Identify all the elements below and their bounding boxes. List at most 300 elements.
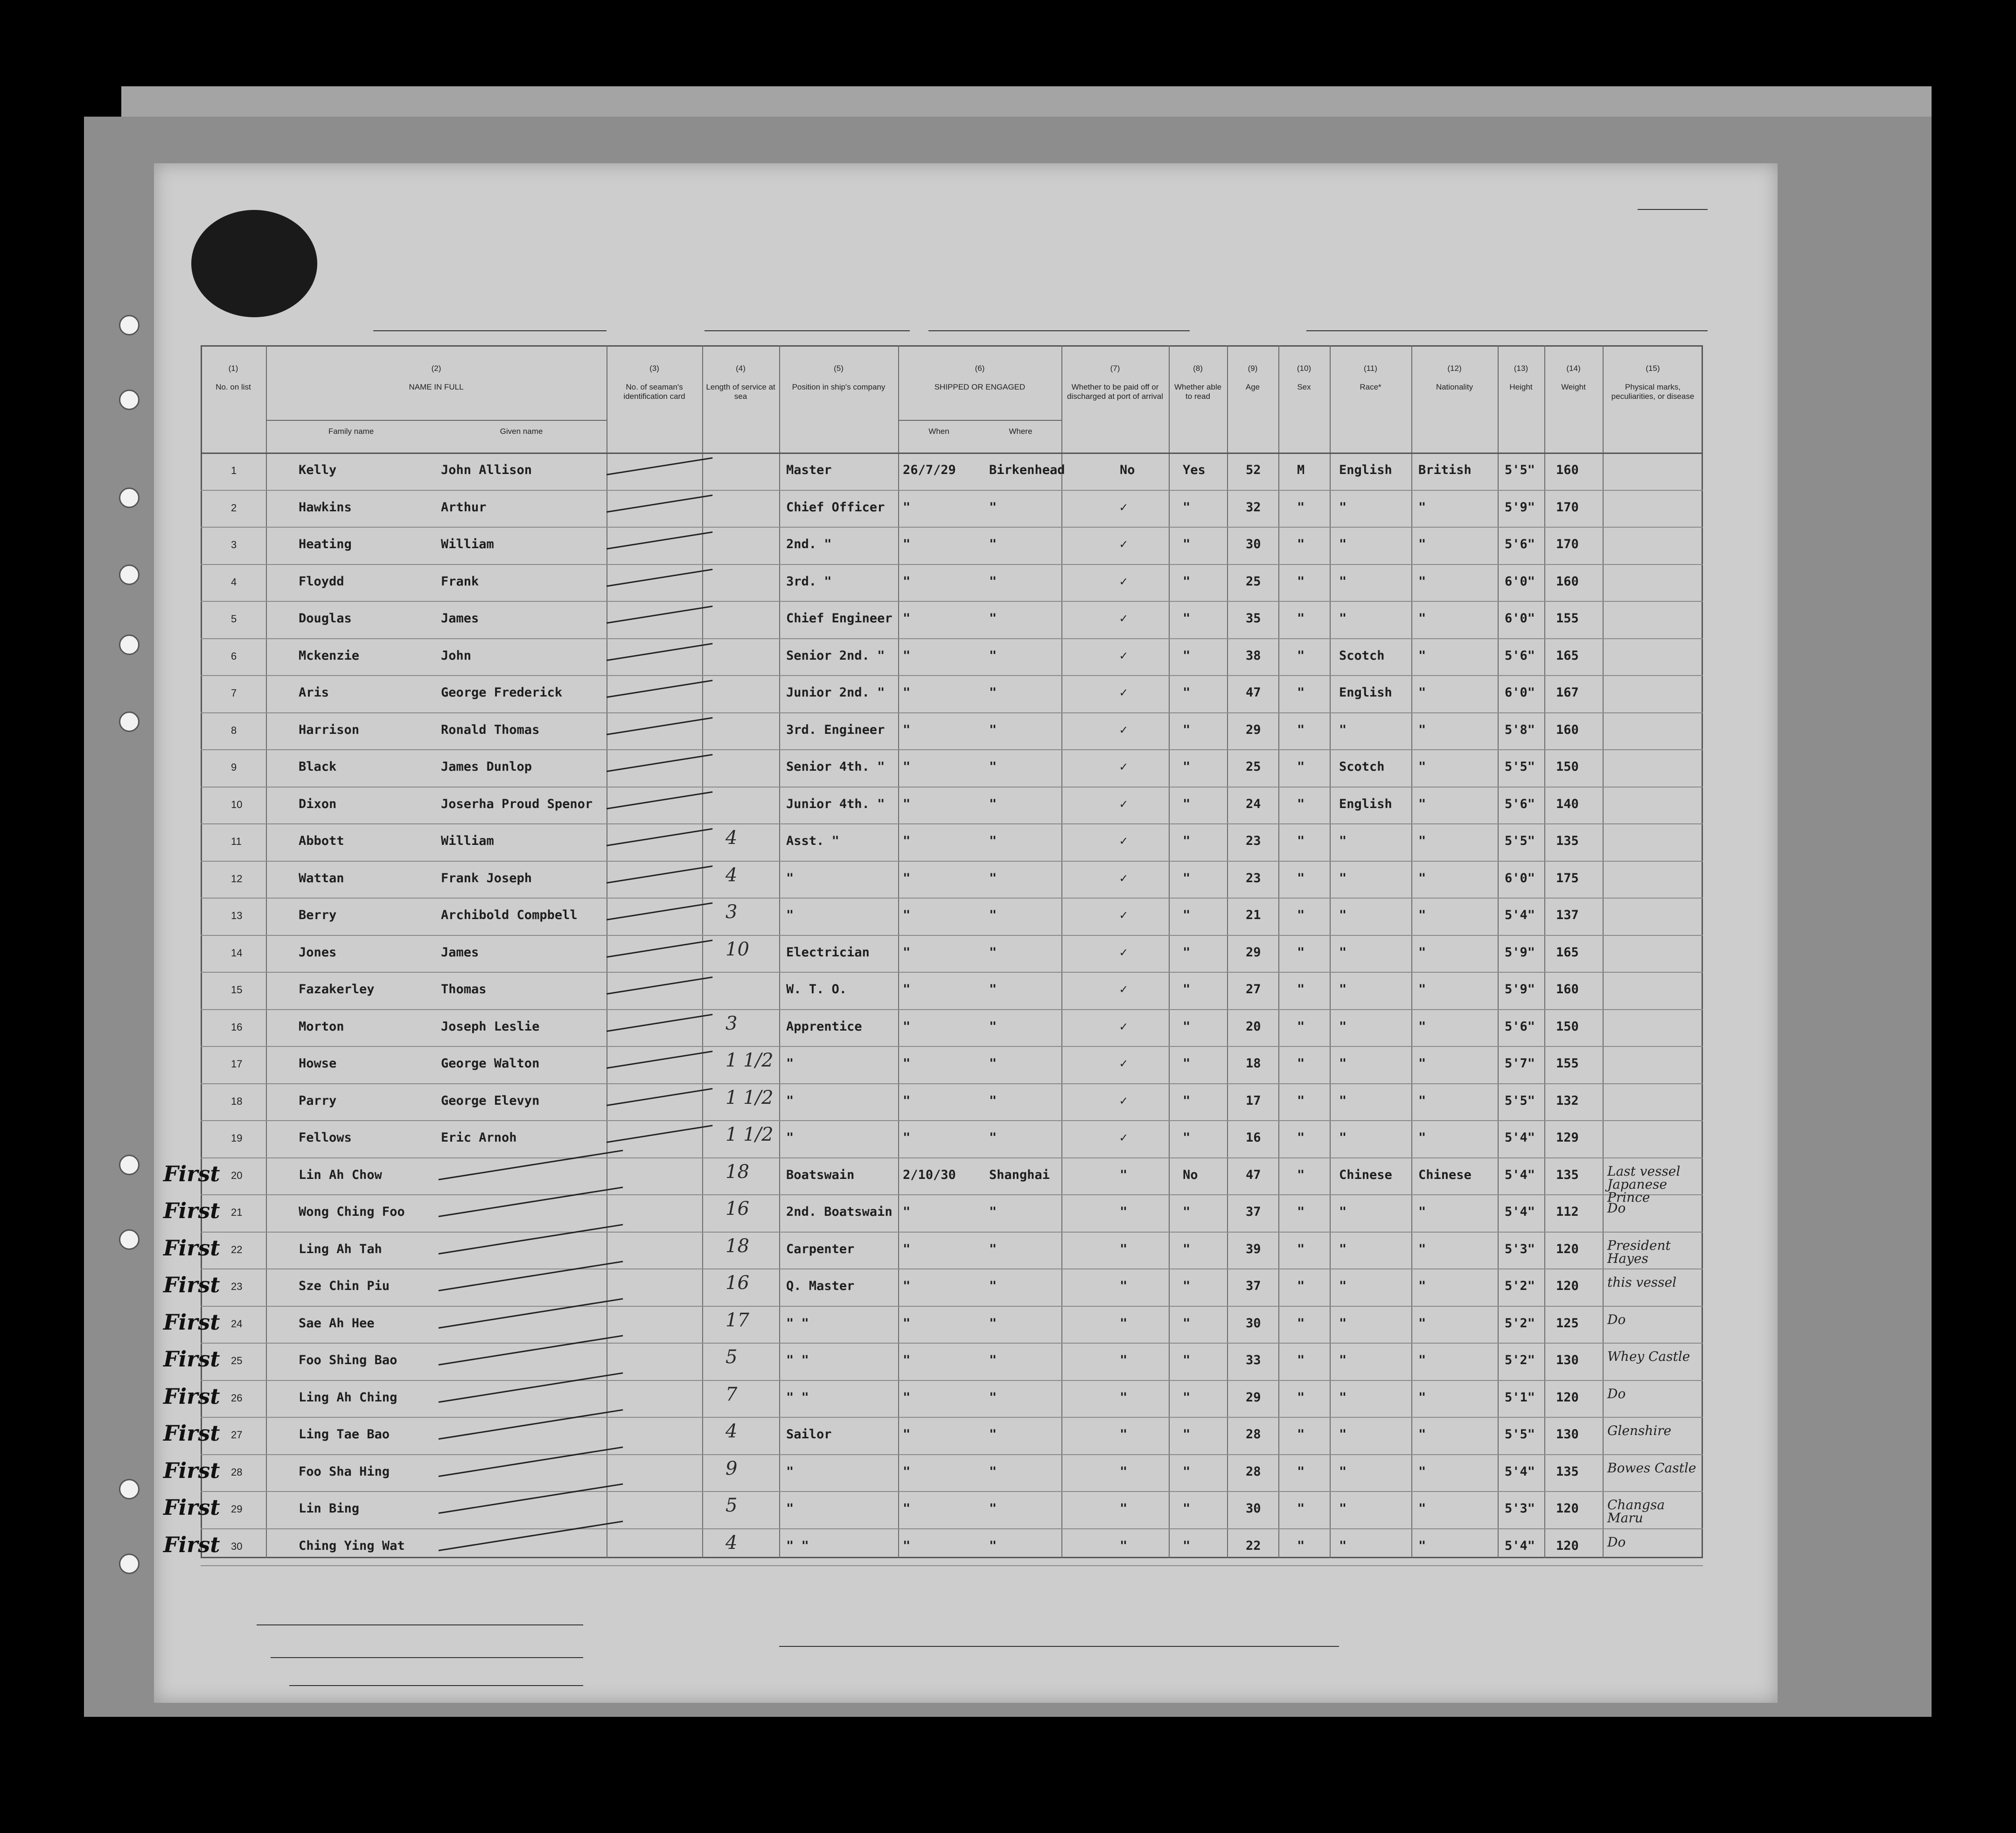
weight: 167 bbox=[1556, 685, 1579, 700]
age: 29 bbox=[1246, 722, 1261, 737]
weight: 129 bbox=[1556, 1130, 1579, 1145]
row-divider bbox=[201, 1528, 1703, 1529]
family-name: Ching Ying Wat bbox=[299, 1538, 405, 1553]
row-number: 28 bbox=[231, 1466, 243, 1478]
age: 25 bbox=[1246, 574, 1261, 589]
age: 37 bbox=[1246, 1279, 1261, 1293]
age: 27 bbox=[1246, 982, 1261, 997]
race: " bbox=[1339, 500, 1347, 515]
row-divider bbox=[201, 1083, 1703, 1084]
sex: " bbox=[1297, 796, 1305, 811]
shipped-when: " bbox=[903, 1279, 911, 1293]
age: 32 bbox=[1246, 500, 1261, 515]
paid-off: ✓ bbox=[1120, 1130, 1128, 1145]
able-to-read: " bbox=[1183, 611, 1191, 626]
row-divider bbox=[201, 638, 1703, 639]
race: " bbox=[1339, 537, 1347, 551]
family-name: Black bbox=[299, 760, 337, 774]
height: 6'0" bbox=[1505, 871, 1535, 885]
height: 5'4" bbox=[1505, 1538, 1535, 1553]
given-name: Joseph Leslie bbox=[441, 1019, 540, 1034]
race: " bbox=[1339, 1056, 1347, 1071]
length-of-service: 7 bbox=[725, 1383, 738, 1405]
row-number: 4 bbox=[231, 576, 237, 588]
shipped-where: " bbox=[989, 1390, 997, 1405]
shipped-when: " bbox=[903, 1019, 911, 1034]
row-number: 14 bbox=[231, 947, 243, 959]
sex: " bbox=[1297, 834, 1305, 848]
age: 23 bbox=[1246, 871, 1261, 885]
first-trip-mark: First bbox=[163, 1383, 220, 1409]
arrival-underline bbox=[928, 330, 1190, 331]
able-to-read: " bbox=[1183, 1093, 1191, 1108]
physical-marks: Do bbox=[1607, 1311, 1626, 1327]
length-of-service: 5 bbox=[725, 1495, 738, 1516]
able-to-read: " bbox=[1183, 1279, 1191, 1293]
column-header: SHIPPED OR ENGAGED bbox=[934, 383, 1025, 391]
nationality: " bbox=[1418, 685, 1426, 700]
column-number: (13) bbox=[1514, 364, 1528, 373]
paid-off: " bbox=[1120, 1167, 1128, 1182]
column-number: (8) bbox=[1193, 364, 1203, 373]
nationality: " bbox=[1418, 1538, 1426, 1553]
race: " bbox=[1339, 1019, 1347, 1034]
column-header: NAME IN FULL bbox=[409, 383, 464, 391]
length-of-service: 1 1/2 bbox=[725, 1124, 774, 1145]
column-number: (6) bbox=[975, 364, 985, 373]
weight: 135 bbox=[1556, 1167, 1579, 1182]
row-divider bbox=[201, 1417, 1703, 1418]
sex: " bbox=[1297, 1167, 1305, 1182]
punch-hole bbox=[119, 315, 140, 335]
nationality: " bbox=[1418, 537, 1426, 551]
column-header: Whether to be paid off or discharged at port of arrival bbox=[1067, 383, 1163, 401]
sex: " bbox=[1297, 722, 1305, 737]
able-to-read: No bbox=[1183, 1167, 1198, 1182]
height: 5'7" bbox=[1505, 1056, 1535, 1071]
row-number: 2 bbox=[231, 502, 237, 514]
row-divider bbox=[201, 1120, 1703, 1121]
shipped-where: " bbox=[989, 834, 997, 848]
race: " bbox=[1339, 1390, 1347, 1405]
age: 47 bbox=[1246, 685, 1261, 700]
able-to-read: " bbox=[1183, 722, 1191, 737]
family-name: Fellows bbox=[299, 1130, 352, 1145]
height: 5'4" bbox=[1505, 908, 1535, 922]
row-number: 3 bbox=[231, 539, 237, 551]
row-divider bbox=[201, 1343, 1703, 1344]
shipped-where: " bbox=[989, 648, 997, 663]
row-number: 10 bbox=[231, 798, 243, 810]
height: 5'2" bbox=[1505, 1353, 1535, 1367]
family-name: Hawkins bbox=[299, 500, 352, 515]
height: 5'5" bbox=[1505, 760, 1535, 774]
height: 5'1" bbox=[1505, 1390, 1535, 1405]
height: 6'0" bbox=[1505, 611, 1535, 626]
paid-off: ✓ bbox=[1120, 648, 1128, 663]
able-to-read: " bbox=[1183, 1205, 1191, 1219]
column-number: (1) bbox=[228, 364, 238, 373]
given-name: Arthur bbox=[441, 500, 487, 515]
nationality: " bbox=[1418, 796, 1426, 811]
row-divider bbox=[201, 601, 1703, 602]
physical-marks: Last vessel Japanese Prince bbox=[1607, 1163, 1681, 1205]
row-divider bbox=[201, 712, 1703, 713]
age: 47 bbox=[1246, 1167, 1261, 1182]
row-divider bbox=[201, 1009, 1703, 1010]
age: 52 bbox=[1246, 463, 1261, 477]
position: 3rd. Engineer bbox=[786, 722, 885, 737]
punch-hole bbox=[119, 565, 140, 585]
row-divider bbox=[201, 1565, 1703, 1566]
family-name: Morton bbox=[299, 1019, 344, 1034]
family-name: Harrison bbox=[299, 722, 360, 737]
family-name: Mckenzie bbox=[299, 648, 360, 663]
given-name: William bbox=[441, 834, 494, 848]
sheet-number-underline bbox=[1638, 209, 1708, 210]
paid-off: " bbox=[1120, 1427, 1128, 1442]
column-number: (2) bbox=[431, 364, 441, 373]
column-header: Nationality bbox=[1436, 383, 1473, 391]
shipped-where: " bbox=[989, 1130, 997, 1145]
able-to-read: " bbox=[1183, 1019, 1191, 1034]
column-subheader: Where bbox=[1009, 427, 1032, 436]
nationality: " bbox=[1418, 1241, 1426, 1256]
position: Carpenter bbox=[786, 1241, 855, 1256]
length-of-service: 10 bbox=[725, 938, 749, 960]
shipped-where: " bbox=[989, 871, 997, 885]
first-trip-mark: First bbox=[163, 1235, 220, 1261]
column-header: Position in ship's company bbox=[792, 383, 886, 391]
physical-marks: Do bbox=[1607, 1200, 1626, 1216]
paid-off: ✓ bbox=[1120, 945, 1128, 960]
shipped-when: " bbox=[903, 760, 911, 774]
race: " bbox=[1339, 871, 1347, 885]
family-name: Foo Sha Hing bbox=[299, 1464, 390, 1479]
height: 5'9" bbox=[1505, 500, 1535, 515]
weight: 140 bbox=[1556, 796, 1579, 811]
row-divider bbox=[201, 823, 1703, 824]
shipped-where: " bbox=[989, 574, 997, 589]
weight: 135 bbox=[1556, 1464, 1579, 1479]
position: " bbox=[786, 1093, 794, 1108]
sex: " bbox=[1297, 500, 1305, 515]
family-name: Jones bbox=[299, 945, 337, 960]
row-number: 30 bbox=[231, 1540, 243, 1552]
length-of-service: 18 bbox=[725, 1161, 749, 1183]
paid-off: ✓ bbox=[1120, 685, 1128, 700]
physical-marks: this vessel bbox=[1607, 1275, 1677, 1290]
race: " bbox=[1339, 1279, 1347, 1293]
length-of-service: 17 bbox=[725, 1309, 749, 1331]
sex: " bbox=[1297, 611, 1305, 626]
sex: " bbox=[1297, 1427, 1305, 1442]
from-port-underline bbox=[1306, 330, 1708, 331]
position: Junior 4th. " bbox=[786, 796, 885, 811]
age: 17 bbox=[1246, 1093, 1261, 1108]
height: 6'0" bbox=[1505, 574, 1535, 589]
paid-off: " bbox=[1120, 1464, 1128, 1479]
nationality: " bbox=[1418, 1093, 1426, 1108]
nationality: " bbox=[1418, 1130, 1426, 1145]
nationality: " bbox=[1418, 982, 1426, 997]
shipped-when: " bbox=[903, 722, 911, 737]
physical-marks: Do bbox=[1607, 1534, 1626, 1550]
sex: " bbox=[1297, 1019, 1305, 1034]
paid-off: ✓ bbox=[1120, 982, 1128, 997]
column-number: (9) bbox=[1248, 364, 1258, 373]
row-number: 1 bbox=[231, 465, 237, 476]
row-number: 29 bbox=[231, 1503, 243, 1515]
weight: 120 bbox=[1556, 1390, 1579, 1405]
paid-off: ✓ bbox=[1120, 611, 1128, 626]
physical-marks: Do bbox=[1607, 1386, 1626, 1401]
first-trip-mark: First bbox=[163, 1457, 220, 1483]
able-to-read: " bbox=[1183, 982, 1191, 997]
nationality: " bbox=[1418, 945, 1426, 960]
weight: 165 bbox=[1556, 945, 1579, 960]
sex: M bbox=[1297, 463, 1305, 477]
position: Junior 2nd. " bbox=[786, 685, 885, 700]
position: " " bbox=[786, 1538, 809, 1553]
row-divider bbox=[201, 898, 1703, 899]
paid-off: ✓ bbox=[1120, 500, 1128, 515]
weight: 150 bbox=[1556, 1019, 1579, 1034]
paid-off: " bbox=[1120, 1205, 1128, 1219]
paid-off: ✓ bbox=[1120, 834, 1128, 848]
paid-off: " bbox=[1120, 1316, 1128, 1331]
paid-off: ✓ bbox=[1120, 722, 1128, 737]
able-to-read: " bbox=[1183, 1538, 1191, 1553]
race: " bbox=[1339, 1501, 1347, 1516]
first-trip-mark: First bbox=[163, 1532, 220, 1557]
column-number: (14) bbox=[1566, 364, 1581, 373]
able-to-read: " bbox=[1183, 1130, 1191, 1145]
paid-off: " bbox=[1120, 1390, 1128, 1405]
paid-off: " bbox=[1120, 1501, 1128, 1516]
sex: " bbox=[1297, 1093, 1305, 1108]
row-number: 17 bbox=[231, 1058, 243, 1070]
length-of-service: 4 bbox=[725, 864, 738, 886]
column-header: Age bbox=[1245, 383, 1260, 391]
sex: " bbox=[1297, 1279, 1305, 1293]
punch-hole bbox=[119, 1229, 140, 1250]
row-divider bbox=[201, 787, 1703, 788]
height: 5'5" bbox=[1505, 463, 1535, 477]
sex: " bbox=[1297, 1056, 1305, 1071]
column-number: (7) bbox=[1110, 364, 1120, 373]
family-name: Dixon bbox=[299, 796, 337, 811]
shipped-when: " bbox=[903, 500, 911, 515]
nationality: British bbox=[1418, 463, 1472, 477]
shipped-when: " bbox=[903, 796, 911, 811]
physical-marks: Glenshire bbox=[1607, 1423, 1672, 1438]
row-divider bbox=[201, 527, 1703, 528]
sex: " bbox=[1297, 871, 1305, 885]
vessel-underline bbox=[373, 330, 607, 331]
weight: 150 bbox=[1556, 760, 1579, 774]
nationality: " bbox=[1418, 1019, 1426, 1034]
row-divider bbox=[201, 564, 1703, 565]
row-number: 7 bbox=[231, 687, 237, 699]
position: Senior 4th. " bbox=[786, 760, 885, 774]
able-to-read: " bbox=[1183, 1056, 1191, 1071]
shipped-where: " bbox=[989, 982, 997, 997]
height: 5'8" bbox=[1505, 722, 1535, 737]
position: W. T. O. bbox=[786, 982, 847, 997]
column-subheader: Family name bbox=[328, 427, 374, 436]
position: 3rd. " bbox=[786, 574, 832, 589]
race: " bbox=[1339, 1093, 1347, 1108]
family-name: Kelly bbox=[299, 463, 337, 477]
height: 5'2" bbox=[1505, 1279, 1535, 1293]
given-name: Eric Arnoh bbox=[441, 1130, 517, 1145]
first-trip-mark: First bbox=[163, 1161, 220, 1186]
nationality: " bbox=[1418, 611, 1426, 626]
age: 37 bbox=[1246, 1205, 1261, 1219]
family-name: Wong Ching Foo bbox=[299, 1205, 405, 1219]
able-to-read: " bbox=[1183, 834, 1191, 848]
position: " bbox=[786, 1056, 794, 1071]
column-number: (12) bbox=[1447, 364, 1462, 373]
column-number: (3) bbox=[649, 364, 659, 373]
paid-off: " bbox=[1120, 1538, 1128, 1553]
shipped-when: " bbox=[903, 1093, 911, 1108]
height: 6'0" bbox=[1505, 685, 1535, 700]
age: 35 bbox=[1246, 611, 1261, 626]
age: 30 bbox=[1246, 1501, 1261, 1516]
physical-marks: Whey Castle bbox=[1607, 1349, 1690, 1364]
age: 18 bbox=[1246, 1056, 1261, 1071]
age: 16 bbox=[1246, 1130, 1261, 1145]
weight: 170 bbox=[1556, 500, 1579, 515]
row-divider bbox=[201, 1232, 1703, 1233]
punch-hole bbox=[119, 1554, 140, 1574]
sex: " bbox=[1297, 982, 1305, 997]
able-to-read: " bbox=[1183, 1316, 1191, 1331]
given-name: James Dunlop bbox=[441, 760, 532, 774]
family-name: Floydd bbox=[299, 574, 344, 589]
weight: 155 bbox=[1556, 611, 1579, 626]
position: " " bbox=[786, 1316, 809, 1331]
position: Senior 2nd. " bbox=[786, 648, 885, 663]
row-number: 22 bbox=[231, 1243, 243, 1255]
nationality: " bbox=[1418, 1390, 1426, 1405]
footer bbox=[219, 1596, 1899, 1717]
shipped-where: " bbox=[989, 945, 997, 960]
shipped-where: " bbox=[989, 760, 997, 774]
shipped-where: Shanghai bbox=[989, 1167, 1050, 1182]
shipped-when: " bbox=[903, 1241, 911, 1256]
line-underline bbox=[257, 1624, 583, 1625]
shipped-when: " bbox=[903, 1056, 911, 1071]
shipped-where: " bbox=[989, 1205, 997, 1219]
shipped-when: " bbox=[903, 1501, 911, 1516]
row-number: 20 bbox=[231, 1169, 243, 1181]
nationality: " bbox=[1418, 500, 1426, 515]
ink-stamp-seal bbox=[191, 210, 317, 317]
row-number: 13 bbox=[231, 910, 243, 921]
race: " bbox=[1339, 945, 1347, 960]
given-name: Frank Joseph bbox=[441, 871, 532, 885]
physical-marks: Changsa Maru bbox=[1607, 1497, 1665, 1526]
able-to-read: " bbox=[1183, 1464, 1191, 1479]
age: 28 bbox=[1246, 1464, 1261, 1479]
physical-marks: President Hayes bbox=[1607, 1237, 1671, 1266]
paid-off: ✓ bbox=[1120, 796, 1128, 811]
paid-off: ✓ bbox=[1120, 537, 1128, 551]
given-name: George Elevyn bbox=[441, 1093, 540, 1108]
shipped-where: " bbox=[989, 685, 997, 700]
row-divider bbox=[201, 1046, 1703, 1047]
nationality: " bbox=[1418, 574, 1426, 589]
punch-hole bbox=[119, 390, 140, 410]
family-name: Lin Bing bbox=[299, 1501, 360, 1516]
sex: " bbox=[1297, 760, 1305, 774]
shipped-when: " bbox=[903, 574, 911, 589]
family-name: Fazakerley bbox=[299, 982, 375, 997]
age: 20 bbox=[1246, 1019, 1261, 1034]
paid-off: ✓ bbox=[1120, 1056, 1128, 1071]
sex: " bbox=[1297, 1538, 1305, 1553]
weight: 130 bbox=[1556, 1427, 1579, 1442]
sex: " bbox=[1297, 685, 1305, 700]
column-header: Weight bbox=[1561, 383, 1586, 391]
race: " bbox=[1339, 908, 1347, 922]
age: 29 bbox=[1246, 1390, 1261, 1405]
row-number: 27 bbox=[231, 1429, 243, 1441]
shipped-when: " bbox=[903, 685, 911, 700]
punch-hole bbox=[119, 711, 140, 732]
family-name: Douglas bbox=[299, 611, 352, 626]
first-trip-mark: First bbox=[163, 1421, 220, 1446]
race: " bbox=[1339, 1241, 1347, 1256]
sex: " bbox=[1297, 1353, 1305, 1367]
shipped-where: " bbox=[989, 1241, 997, 1256]
paid-off: ✓ bbox=[1120, 760, 1128, 774]
sex: " bbox=[1297, 1390, 1305, 1405]
shipped-when: " bbox=[903, 982, 911, 997]
weight: 120 bbox=[1556, 1501, 1579, 1516]
position: " bbox=[786, 908, 794, 922]
sex: " bbox=[1297, 1316, 1305, 1331]
race: " bbox=[1339, 1130, 1347, 1145]
arriving-underline bbox=[705, 330, 910, 331]
column-subheader: When bbox=[928, 427, 949, 436]
able-to-read: " bbox=[1183, 500, 1191, 515]
position: 2nd. Boatswain bbox=[786, 1205, 893, 1219]
nationality: " bbox=[1418, 1353, 1426, 1367]
paid-off: No bbox=[1120, 463, 1135, 477]
given-name: James bbox=[441, 611, 479, 626]
shipped-when: " bbox=[903, 1464, 911, 1479]
row-divider bbox=[201, 1306, 1703, 1307]
punch-hole bbox=[119, 1155, 140, 1175]
row-number: 19 bbox=[231, 1132, 243, 1144]
row-divider bbox=[201, 1194, 1703, 1195]
shipped-where: " bbox=[989, 796, 997, 811]
weight: 155 bbox=[1556, 1056, 1579, 1071]
first-trip-mark: First bbox=[163, 1198, 220, 1223]
position: Master bbox=[786, 463, 832, 477]
shipped-where: " bbox=[989, 1316, 997, 1331]
shipped-when: " bbox=[903, 1390, 911, 1405]
first-trip-mark: First bbox=[163, 1346, 220, 1372]
agents-underline bbox=[289, 1685, 583, 1686]
age: 29 bbox=[1246, 945, 1261, 960]
sex: " bbox=[1297, 1205, 1305, 1219]
row-divider bbox=[201, 749, 1703, 750]
